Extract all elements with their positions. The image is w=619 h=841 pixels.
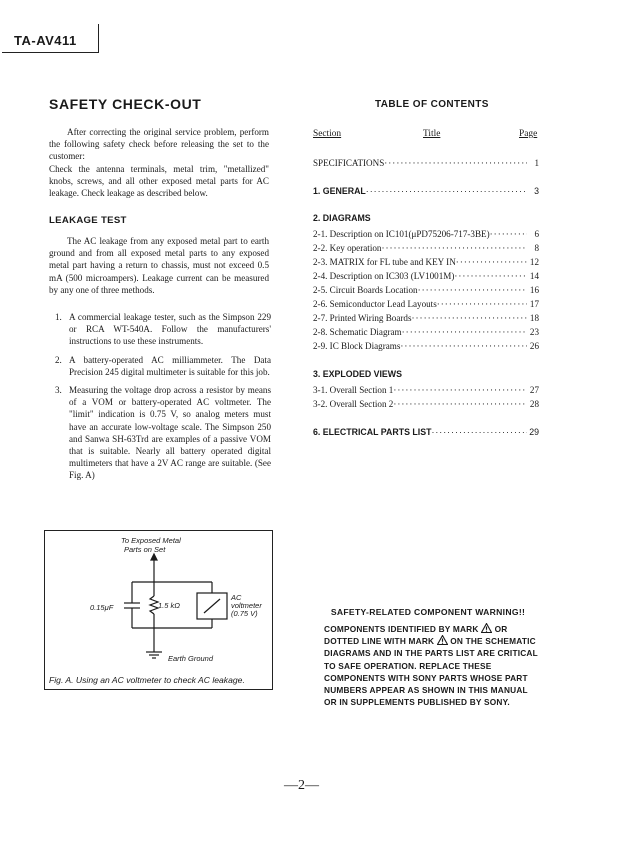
toc-entry-label: 2-8. Schematic Diagram <box>313 327 402 337</box>
toc-entry-label: 3-2. Overall Section 2 <box>313 399 394 409</box>
toc-entry-specifications[interactable] <box>313 157 539 169</box>
toc-leader <box>411 312 527 324</box>
toc-entry-page: 23 <box>529 327 539 337</box>
toc-leader <box>456 256 527 268</box>
toc-entry-page: 18 <box>529 313 539 323</box>
toc-entry-page: 3 <box>534 186 539 196</box>
toc-section-exploded: 3. EXPLODED VIEWS <box>313 369 402 379</box>
safety-intro <box>49 126 269 199</box>
warning-text-3: ON THE SCHEMATIC DIAGRAMS AND IN THE PARTS LIST ARE CRITICAL TO SAFE OPERATION. REPLACE THESE COMPONENTS WITH SONY PARTS WHOSE PART NUMBERS APPEAR AS SHOWN IN THIS MANUAL OR IN SUPPLEMENTS PUBLISHED BY SONY. <box>324 636 538 708</box>
toc-entry[interactable] <box>313 384 539 396</box>
toc-entry-electrical[interactable] <box>313 426 539 438</box>
toc-leader <box>384 157 527 169</box>
toc-leader <box>431 426 527 438</box>
fig-meter-label-2: voltmeter <box>231 601 262 610</box>
toc-entry[interactable] <box>313 228 539 240</box>
toc-leader <box>366 185 527 197</box>
fig-label-top-2: Parts on Set <box>124 545 166 554</box>
toc-entry[interactable] <box>313 398 539 410</box>
toc-entry-label: 2-4. Description on IC303 (LV1001M) <box>313 271 455 281</box>
toc-entry-label: 6. ELECTRICAL PARTS LIST <box>313 427 432 437</box>
fig-label-top-1: To Exposed Metal <box>121 536 181 545</box>
toc-leader <box>437 298 527 310</box>
method-text: Measuring the voltage drop across a resistor by means of a VOM or battery-operated AC voltmeter. The "limit" indication is 0.75 V, so analog meters must have an accurate low-voltage scale. The Simpson 250 and Sanwa SH-63Trd are examples of a passive VOM that is suitable. Nearly all battery operated digital multimeters that have a 2V AC range are suitable. (See Fig. A) <box>69 385 271 481</box>
toc-entry-label: 2-1. Description on IC101(μPD75206-717-3BE) <box>313 229 490 239</box>
leakage-paragraph: The AC leakage from any exposed metal part to earth ground and from all exposed metal parts to any exposed metal part having a return to chassis, must not exceed 0.5 mA (500 microampers). Leakage current can be measured by any one of three methods. <box>49 236 269 295</box>
toc-entry-label: 2-6. Semiconductor Lead Layouts <box>313 299 437 309</box>
method-item <box>49 354 271 378</box>
toc-leader <box>402 326 527 338</box>
toc-entry-label: 1. GENERAL <box>313 186 366 196</box>
header-rule <box>2 52 98 53</box>
toc-leader <box>490 228 527 240</box>
warning-title: SAFETY-RELATED COMPONENT WARNING!! <box>330 607 526 617</box>
toc-entry[interactable] <box>313 256 539 268</box>
figure-caption: Fig. A. Using an AC voltmeter to check AC leakage. <box>49 675 245 685</box>
toc-title: TABLE OF CONTENTS <box>375 99 489 110</box>
toc-entry-page: 12 <box>529 257 539 267</box>
toc-entry-label: 2-2. Key operation <box>313 243 382 253</box>
warning-body <box>324 623 541 708</box>
toc-leader <box>400 340 527 352</box>
toc-entry[interactable] <box>313 326 539 338</box>
method-number: 1. <box>55 312 62 322</box>
toc-entry[interactable] <box>313 340 539 352</box>
fig-res-value: 1.5 kΩ <box>158 601 180 610</box>
method-item <box>49 311 271 348</box>
toc-entry-label: 3-1. Overall Section 1 <box>313 385 394 395</box>
toc-entry-page: 14 <box>529 271 539 281</box>
toc-col-page: Page <box>519 129 538 139</box>
toc-entry-page: 8 <box>534 243 539 253</box>
caution-triangle-icon <box>437 635 448 645</box>
toc-leader <box>418 284 527 296</box>
toc-entry-page: 6 <box>534 229 539 239</box>
leakage-text-block <box>49 235 269 296</box>
fig-meter-label-1: AC <box>231 593 242 602</box>
caution-triangle-icon <box>481 623 492 633</box>
toc-leader <box>393 398 527 410</box>
leakage-title: LEAKAGE TEST <box>49 215 127 226</box>
toc-entry-page: 16 <box>529 285 539 295</box>
toc-entry-page: 26 <box>529 341 539 351</box>
toc-entry-page: 1 <box>534 158 539 168</box>
toc-col-title: Title <box>423 129 441 139</box>
toc-leader <box>381 242 527 254</box>
method-number: 3. <box>55 385 62 396</box>
toc-entry-page: 29 <box>529 427 539 437</box>
method-text: A battery-operated AC milliammeter. The Data Precision 245 digital multimeter is suitable for this job. <box>69 354 271 377</box>
toc-col-section: Section <box>313 129 342 139</box>
page-number: —2— <box>284 778 319 793</box>
warning-text-1: COMPONENTS IDENTIFIED BY MARK <box>324 624 479 634</box>
toc-entry[interactable] <box>313 242 539 254</box>
fig-ground-label: Earth Ground <box>168 654 214 663</box>
toc-entry[interactable] <box>313 298 539 310</box>
method-item <box>49 384 271 482</box>
toc-entry-general[interactable] <box>313 185 539 197</box>
leakage-test-circuit <box>44 530 272 675</box>
warning-text-2: OR DOTTED LINE WITH MARK <box>324 624 508 647</box>
toc-entry-label: 2-3. MATRIX for FL tube and KEY IN <box>313 257 456 267</box>
fig-cap-value: 0.15μF <box>90 603 114 612</box>
toc-section-diagrams: 2. DIAGRAMS <box>313 213 371 223</box>
fig-meter-label-3: (0.75 V) <box>231 609 258 618</box>
safety-title: SAFETY CHECK-OUT <box>49 96 202 112</box>
toc-entry-page: 27 <box>529 385 539 395</box>
toc-leader <box>393 384 527 396</box>
toc-entry[interactable] <box>313 270 539 282</box>
intro-paragraph-2: Check the antenna terminals, metal trim, "metallized" knobs, screws, and all other exposed metal parts for AC leakage. Check leakage as described below. <box>49 163 269 199</box>
toc-entry-label: 2-5. Circuit Boards Location <box>313 285 418 295</box>
toc-entry-page: 28 <box>529 399 539 409</box>
intro-paragraph-1: After correcting the original service problem, perform the following safety check before releasing the set to the customer: <box>49 127 269 162</box>
method-text: A commercial leakage tester, such as the Simpson 229 or RCA WT-540A. Follow the manufacturers' instructions to use these instruments. <box>69 312 271 347</box>
toc-entry[interactable] <box>313 284 539 296</box>
toc-leader <box>454 270 527 282</box>
method-number: 2. <box>55 354 62 365</box>
toc-entry-label: SPECIFICATIONS <box>313 158 385 168</box>
header-vrule <box>98 24 99 53</box>
toc-entry-page: 17 <box>529 299 539 309</box>
toc-entry[interactable] <box>313 312 539 324</box>
method-list <box>49 311 271 482</box>
toc-entry-label: 2-7. Printed Wiring Boards <box>313 313 412 323</box>
model-number: TA-AV411 <box>14 33 77 48</box>
toc-entry-label: 2-9. IC Block Diagrams <box>313 341 401 351</box>
